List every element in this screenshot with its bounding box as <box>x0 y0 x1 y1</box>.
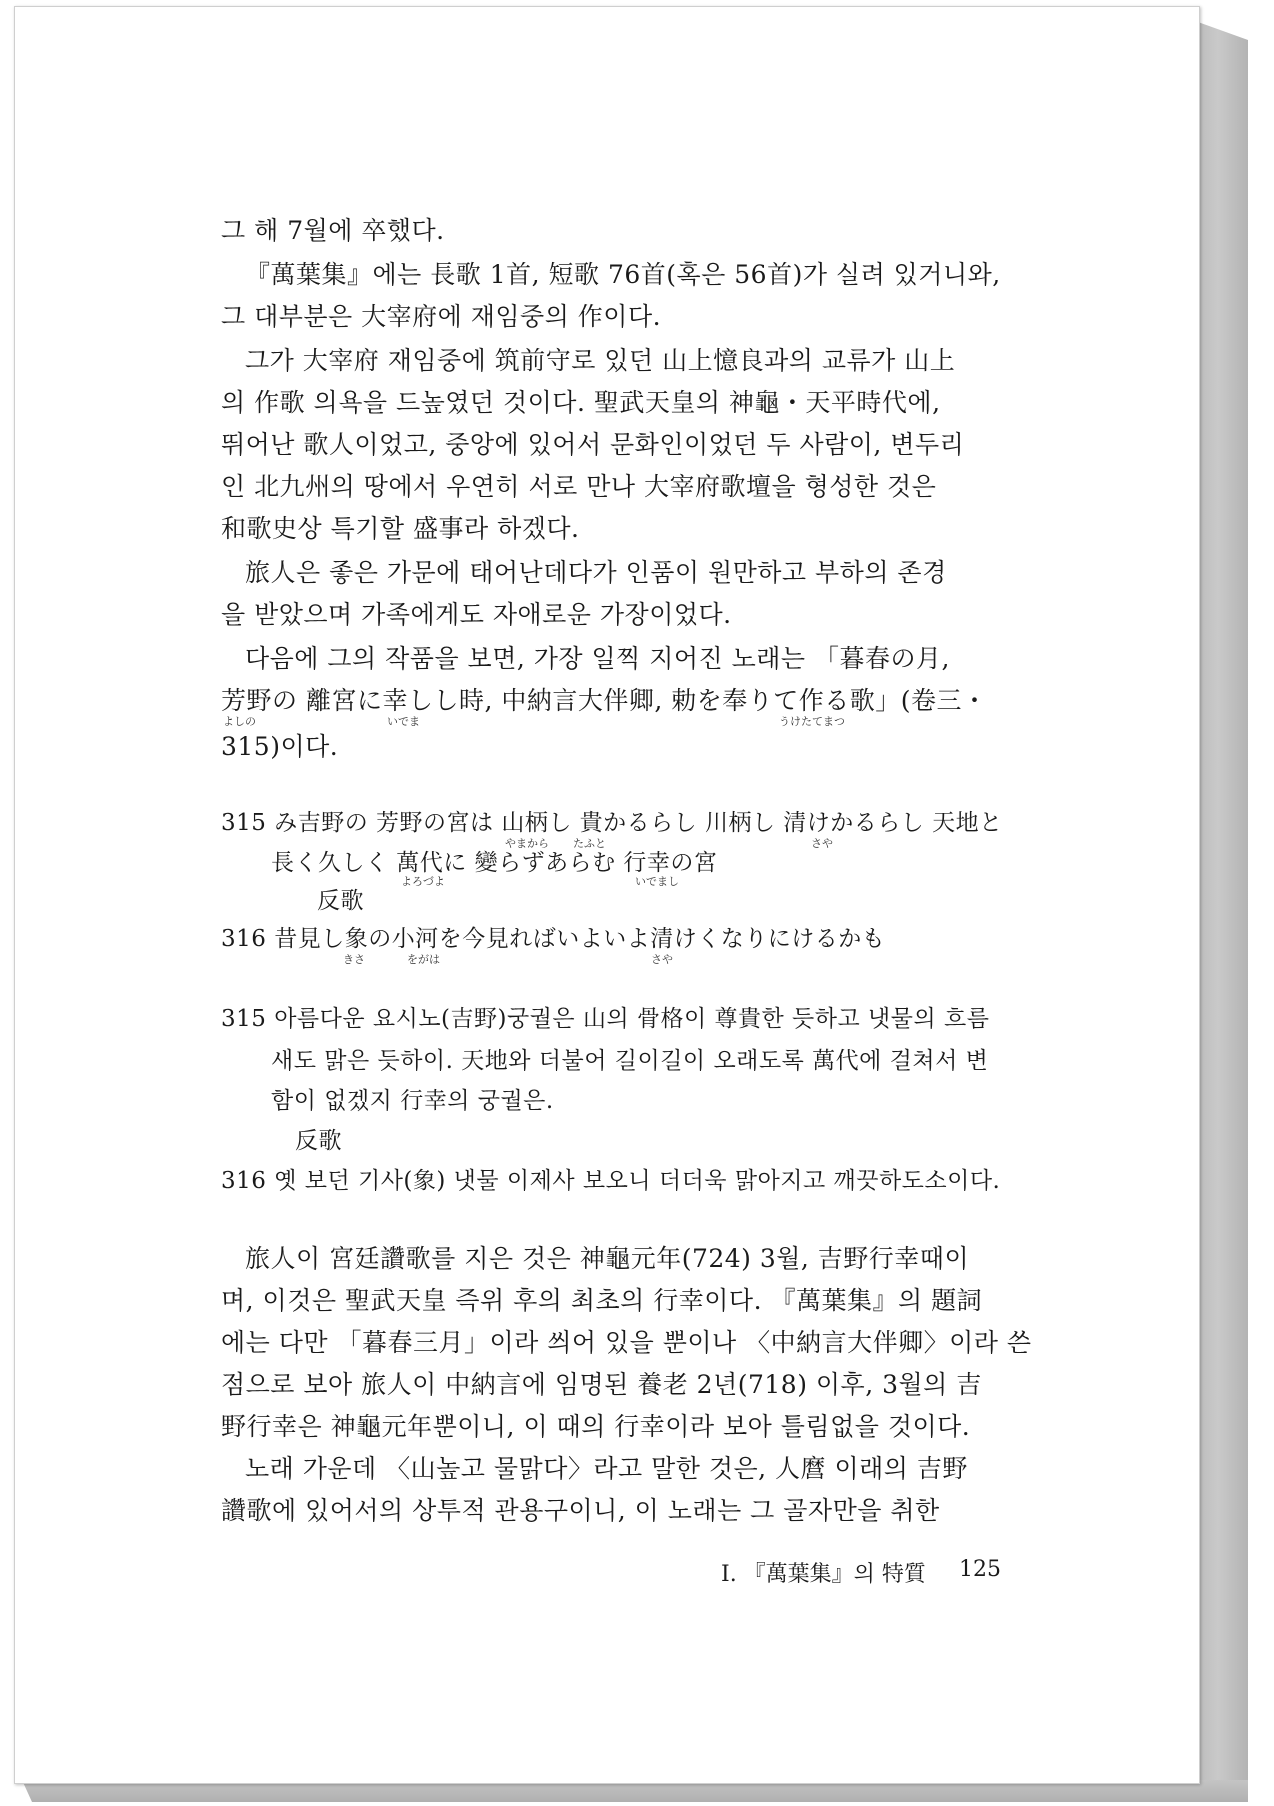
ruby-annotation: やまから <box>505 837 549 850</box>
translation-line: 316 옛 보던 기사(象) 냇물 이제사 보오니 더더욱 맑아지고 깨끗하도소이다. <box>221 1168 1001 1194</box>
book-page <box>14 6 1200 1784</box>
ruby-annotation: さや <box>651 953 673 966</box>
text-line: 『萬葉集』에는 長歌 1首, 短歌 76首(혹은 56首)가 실려 있거니와, <box>245 260 1001 289</box>
page-edge-right <box>1198 22 1248 1792</box>
poem-line: 316 昔見し象の小河を今見ればいよいよ清けくなりにけるかも <box>221 926 886 952</box>
text-line: 그 해 7월에 卒했다. <box>221 216 445 245</box>
text-line: 芳野の 離宮に幸しし時, 中納言大伴卿, 勅を奉りて作る歌」(卷三・ <box>221 686 988 715</box>
text-line: 野行幸은 神龜元年뿐이니, 이 때의 行幸이라 보아 틀림없을 것이다. <box>221 1412 971 1441</box>
running-footer: I. 『萬葉集』의 特質 <box>721 1562 926 1587</box>
poem-line: 315 み吉野の 芳野の宮は 山柄し 貴かるらし 川柄し 清けかるらし 天地と <box>221 810 1003 836</box>
ruby-annotation: いでま <box>387 715 420 728</box>
text-line: 에는 다만 「暮春三月」이라 씌어 있을 뿐이나 〈中納言大伴卿〉이라 쓴 <box>221 1328 1032 1357</box>
translation-line: 함이 없겠지 行幸의 궁궐은. <box>271 1088 554 1114</box>
text-line: 노래 가운데 〈山높고 물맑다〉라고 말한 것은, 人麿 이래의 吉野 <box>245 1454 968 1483</box>
text-line: 旅人은 좋은 가문에 태어난데다가 인품이 원만하고 부하의 존경 <box>245 558 947 587</box>
text-line: 인 北九州의 땅에서 우연히 서로 만나 大宰府歌壇을 형성한 것은 <box>221 472 937 501</box>
text-line: 며, 이것은 聖武天皇 즉위 후의 최초의 行幸이다. 『萬葉集』의 題詞 <box>221 1286 983 1315</box>
ruby-annotation: きさ <box>343 953 365 966</box>
poem-heading: 反歌 <box>317 888 364 914</box>
ruby-annotation: たふと <box>573 837 606 850</box>
text-line: 뛰어난 歌人이었고, 중앙에 있어서 문화인이었던 두 사람이, 변두리 <box>221 430 965 459</box>
ruby-annotation: をがは <box>407 953 440 966</box>
poem-line: 長く久しく 萬代に 變らずあらむ 行幸の宮 <box>271 850 718 876</box>
page-number: 125 <box>959 1557 1001 1582</box>
text-line: 점으로 보아 旅人이 中納言에 임명된 養老 2년(718) 이후, 3월의 吉 <box>221 1370 982 1399</box>
text-line: 의 作歌 의욕을 드높였던 것이다. 聖武天皇의 神龜・天平時代에, <box>221 388 941 417</box>
text-line: 그 대부분은 大宰府에 재임중의 作이다. <box>221 302 662 331</box>
text-line: 讚歌에 있어서의 상투적 관용구이니, 이 노래는 그 골자만을 취한 <box>221 1496 940 1525</box>
translation-heading: 反歌 <box>295 1128 342 1154</box>
ruby-annotation: うけたてまつ <box>779 715 845 728</box>
ruby-annotation: よろづよ <box>401 875 445 888</box>
text-line: 다음에 그의 작품을 보면, 가장 일찍 지어진 노래는 「暮春の月, <box>245 644 950 673</box>
text-line: 和歌史상 특기할 盛事라 하겠다. <box>221 514 580 543</box>
text-line: 315)이다. <box>221 732 339 761</box>
ruby-annotation: よしの <box>223 715 256 728</box>
text-line: 그가 大宰府 재임중에 筑前守로 있던 山上憶良과의 교류가 山上 <box>245 346 956 375</box>
translation-line: 315 아름다운 요시노(吉野)궁궐은 山의 骨格이 尊貴한 듯하고 냇물의 흐름 <box>221 1006 990 1032</box>
translation-line: 새도 맑은 듯하이. 天地와 더불어 길이길이 오래도록 萬代에 걸쳐서 변 <box>271 1048 989 1074</box>
text-line: 을 받았으며 가족에게도 자애로운 가장이었다. <box>221 600 732 629</box>
ruby-annotation: いでまし <box>635 875 679 888</box>
text-line: 旅人이 宮廷讚歌를 지은 것은 神龜元年(724) 3월, 吉野行幸때이 <box>245 1244 970 1273</box>
ruby-annotation: さや <box>811 837 833 850</box>
